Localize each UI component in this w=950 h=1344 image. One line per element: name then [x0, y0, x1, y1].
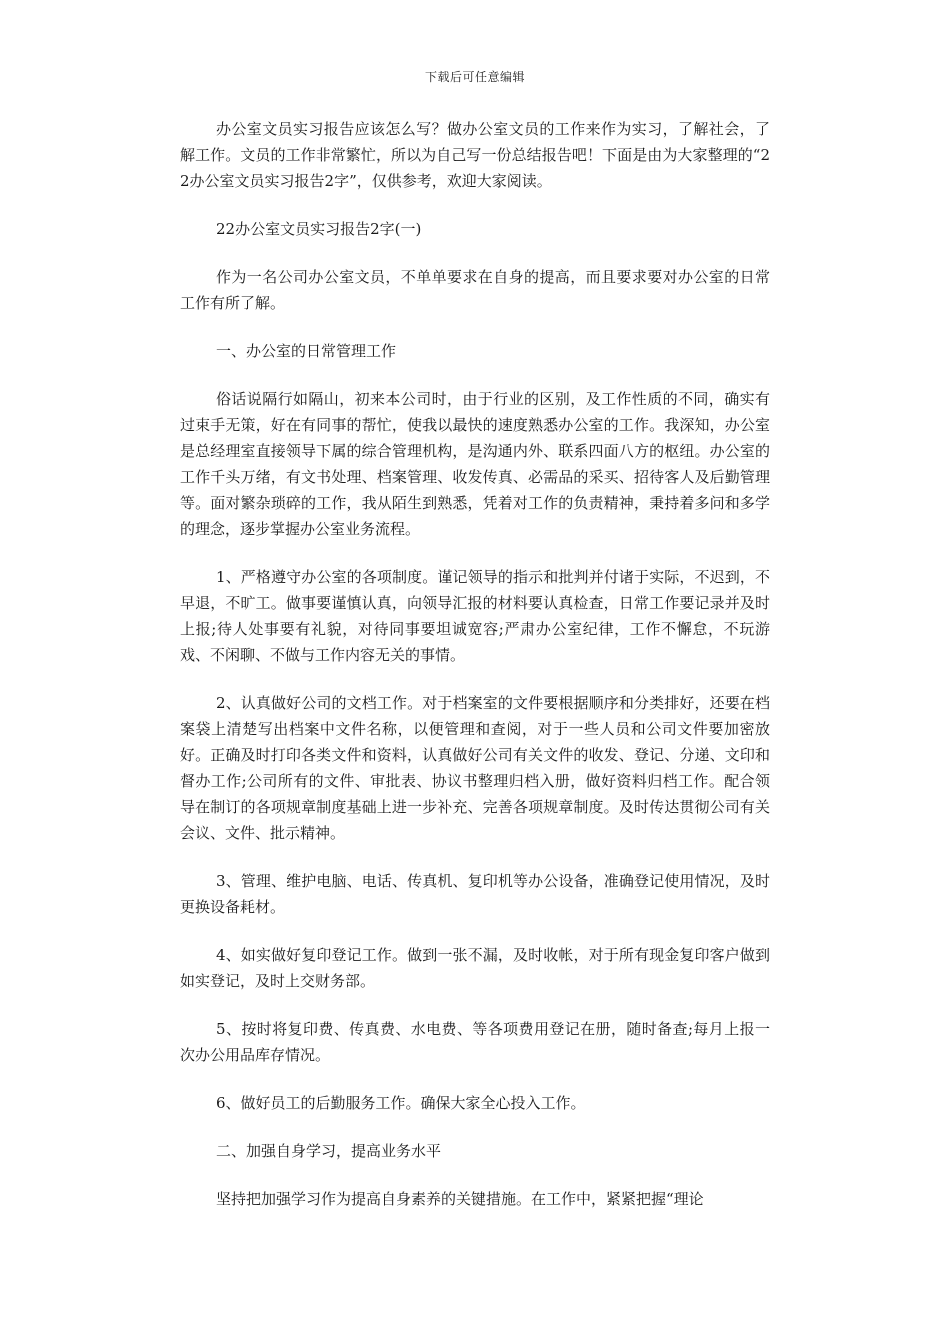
section-1-heading: 一、办公室的日常管理工作	[216, 342, 397, 360]
header-note: 下载后可任意编辑	[424, 70, 525, 84]
list-item-4: 4、如实做好复印登记工作。做到一张不漏，及时收帐，对于所有现金复印客户做到如实登记，及时上交财务部。	[180, 946, 770, 990]
paragraph-3: 坚持把加强学习作为提高自身素养的关键措施。在工作中，紧紧把握“理论	[216, 1190, 704, 1208]
report-title: 22办公室文员实习报告2字(一)	[216, 220, 422, 238]
list-item-3: 3、管理、维护电脑、电话、传真机、复印机等办公设备，准确登记使用情况，及时更换设备耗材。	[180, 872, 770, 916]
list-item-1: 1、严格遵守办公室的各项制度。谨记领导的指示和批判并付诸于实际，不迟到，不早退，不旷工。做事要谨慎认真，向领导汇报的材料要认真检查，日常工作要记录并及时上报;待人处事要有礼貌，对待同事要坦诚宽容;严肃办公室纪律，工作不懈怠，不玩游戏、不闲聊、不做与工作内容无关的事情。	[180, 568, 770, 664]
paragraph-1: 作为一名公司办公室文员，不单单要求在自身的提高，而且要求要对办公室的日常工作有所了解。	[180, 268, 770, 312]
intro-paragraph: 办公室文员实习报告应该怎么写？做办公室文员的工作来作为实习，了解社会，了解工作。文员的工作非常繁忙，所以为自己写一份总结报告吧！下面是由为大家整理的“22办公室文员实习报告2字”，仅供参考，欢迎大家阅读。	[180, 120, 770, 190]
list-item-6: 6、做好员工的后勤服务工作。确保大家全心投入工作。	[216, 1094, 586, 1112]
section-2-heading: 二、加强自身学习，提高业务水平	[216, 1142, 442, 1160]
paragraph-2: 俗话说隔行如隔山，初来本公司时，由于行业的区别，及工作性质的不同，确实有过束手无策，好在有同事的帮忙，使我以最快的速度熟悉办公室的工作。我深知，办公室是总经理室直接领导下属的综合管理机构，是沟通内外、联系四面八方的枢纽。办公室的工作千头万绪，有文书处理、档案管理、收发传真、必需品的采买、招待客人及后勤管理等。面对繁杂琐碎的工作，我从陌生到熟悉，凭着对工作的负责精神，秉持着多问和多学的理念，逐步掌握办公室业务流程。	[180, 390, 770, 538]
list-item-2: 2、认真做好公司的文档工作。对于档案室的文件要根据顺序和分类排好，还要在档案袋上清楚写出档案中文件名称，以便管理和查阅，对于一些人员和公司文件要加密放好。正确及时打印各类文件和资料，认真做好公司有关文件的收发、登记、分递、文印和督办工作;公司所有的文件、审批表、协议书整理归档入册，做好资料归档工作。配合领导在制订的各项规章制度基础上进一步补充、完善各项规章制度。及时传达贯彻公司有关会议、文件、批示精神。	[180, 694, 770, 842]
document-body	[180, 116, 770, 1234]
list-item-5: 5、按时将复印费、传真费、水电费、等各项费用登记在册，随时备查;每月上报一次办公用品库存情况。	[180, 1020, 770, 1064]
